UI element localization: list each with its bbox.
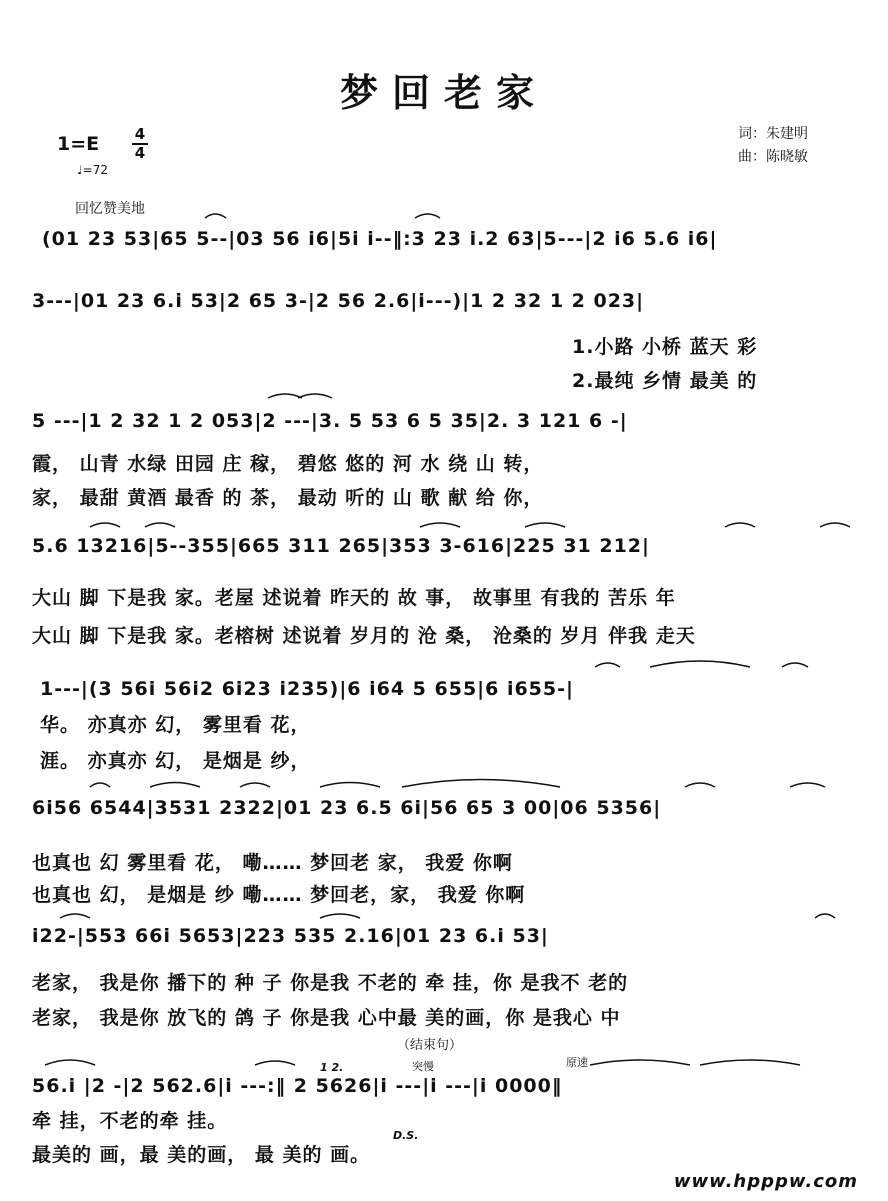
lyric-3-verse-2: 家， 最甜 黄酒 最香 的 茶， 最动 听的 山 歌 献 给 你， — [32, 487, 544, 509]
lyric-8-verse-2: 最美的 画，最 美的画， 最 美的 画。 — [32, 1144, 371, 1166]
key-signature: 1=E — [57, 133, 100, 155]
score-line-4: 5.6 13216|5--355|665 311 265|353 3-616|225 31 212| — [32, 535, 650, 557]
volta-mark: 1 2. — [320, 1061, 344, 1074]
song-title: 梦回老家 — [339, 71, 548, 115]
ds-mark: D.S. — [393, 1129, 419, 1142]
score-line-7: i22-|553 66i 5653|223 535 2.16|01 23 6.i 53| — [32, 925, 549, 947]
composer-credit: 曲：陈晓敏 — [738, 149, 808, 165]
expression-mark: 回忆赞美地 — [75, 201, 145, 217]
tempo-mark: ♩=72 — [77, 163, 108, 177]
lyricist-credit: 词：朱建明 — [738, 126, 808, 142]
meter-top: 4 — [134, 125, 146, 143]
score-line-1: (01 23 53|65 5--|03 56 i6|5i i--‖:3 23 i.2 63|5---|2 i6 5.6 i6| — [42, 228, 718, 250]
lyric-5-verse-2: 涯。 亦真亦 幻， 是烟是 纱， — [40, 750, 311, 772]
lyric-6-verse-1: 也真也 幻 雾里看 花， 嘞…… 梦回老 家， 我爱 你啊 — [32, 852, 513, 874]
lyric-4-verse-1: 大山 脚 下是我 家。老屋 述说着 昨天的 故 事， 故事里 有我的 苦乐 年 — [32, 587, 676, 609]
lyric-6-verse-2: 也真也 幻， 是烟是 纱 嘞…… 梦回老，家， 我爱 你啊 — [32, 884, 526, 906]
lyric-2-verse-1: 1.小路 小桥 蓝天 彩 — [572, 336, 758, 358]
lyric-4-verse-2: 大山 脚 下是我 家。老榕树 述说着 岁月的 沧 桑， 沧桑的 岁月 伴我 走天 — [32, 625, 696, 647]
lyric-5-verse-1: 华。 亦真亦 幻， 雾里看 花， — [40, 714, 311, 736]
score-line-3: 5 ---|1 2 32 1 2 053|2 ---|3. 5 53 6 5 35|2. 3 121 6 -| — [32, 410, 628, 432]
lyric-7-verse-1: 老家， 我是你 播下的 种 子 你是我 不老的 牵 挂，你 是我不 老的 — [32, 972, 629, 994]
lyric-8-verse-1: 牵 挂，不老的牵 挂。 — [32, 1110, 228, 1132]
tempo-original-mark: 原速 — [566, 1056, 588, 1069]
score-line-8: 56.i |2 -|2 562.6|i ---:‖ 2 5626|i ---|i ---|i 0000‖ — [32, 1075, 563, 1097]
score-line-5: 1---|(3 56i 56i2 6i23 i235)|6 i64 5 655|6 i655-| — [40, 678, 574, 700]
score-line-6: 6i56 6544|3531 2322|01 23 6.5 6i|56 65 3 00|06 5356| — [32, 797, 662, 819]
lyric-2-verse-2: 2.最纯 乡情 最美 的 — [572, 370, 758, 392]
score-line-2: 3---|01 23 6.i 53|2 65 3-|2 56 2.6|i---)|1 2 32 1 2 023| — [32, 290, 645, 312]
lyric-7-verse-2: 老家， 我是你 放飞的 鸽 子 你是我 心中最 美的画，你 是我心 中 — [32, 1007, 621, 1029]
ending-annotation: （结束句） — [397, 1038, 463, 1053]
lyric-3-verse-1: 霞， 山青 水绿 田园 庄 稼， 碧悠 悠的 河 水 绕 山 转， — [32, 453, 544, 475]
watermark: www.hpppw.com — [673, 1171, 858, 1192]
tempo-slow-mark: 突慢 — [412, 1060, 434, 1073]
meter-bottom: 4 — [134, 144, 146, 162]
